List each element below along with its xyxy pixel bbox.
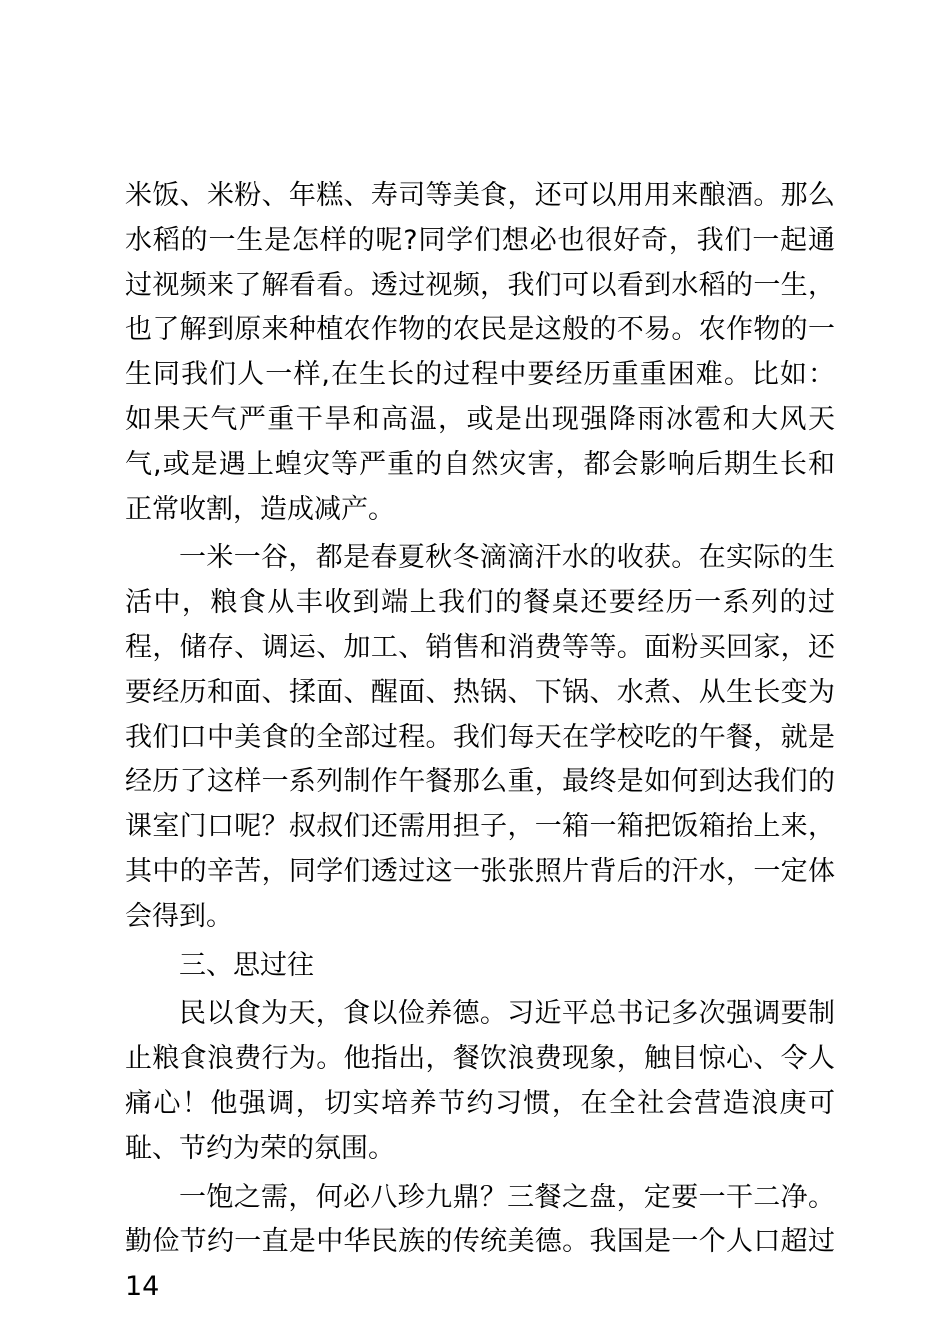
paragraph-grain-process: 一米一谷，都是春夏秋冬滴滴汗水的收获。在实际的生活中，粮食从丰收到端上我们的餐桌还要经历一系列的过程，储存、调运、加工、销售和消费等等。面粉买回家，还要经历和面、揉面、醒面、热锅、下锅、水煮、从生长变为我们口中美食的全部过程。我们每天在学校吃的午餐，就是经历了这样一系列制作午餐那么重，最终是如何到达我们的课室门口呢？叔叔们还需用担子，一箱一箱把饭箱抬上来，其中的辛苦，同学们透过这一张张照片背后的汗水，一定体会得到。 bbox=[125, 542, 835, 932]
body-text bbox=[125, 174, 835, 1310]
section-heading-reflect-past: 三、思过往 bbox=[179, 949, 314, 981]
paragraph-food-virtue: 民以食为天，食以俭养德。习近平总书记多次强调要制止粮食浪费行为。他指出，餐饮浪费现象，触目惊心、令人痛心！他强调，切实培养节约习惯，在全社会营造浪庚可耻、节约为荣的氛围。 bbox=[125, 998, 835, 1164]
paragraph-rice-growth: 米饭、米粉、年糕、寿司等美食，还可以用用来酿酒。那么水稻的一生是怎样的呢?同学们想必也很好奇，我们一起通过视频来了解看看。透过视频，我们可以看到水稻的一生，也了解到原来种植农作物的农民是这般的不易。农作物的一生同我们人一样,在生长的过程中要经历重重困难。比如：如果天气严重干旱和高温，或是出现强降雨冰雹和大风天气,或是遇上蝗灾等严重的自然灾害，都会影响后期生长和正常收割，造成减产。 bbox=[125, 180, 835, 525]
paragraph-frugality: 一饱之需，何必八珍九鼎？三餐之盘，定要一干二净。勤俭节约一直是中华民族的传统美德。我国是一个人口超过 14 bbox=[125, 1181, 835, 1303]
